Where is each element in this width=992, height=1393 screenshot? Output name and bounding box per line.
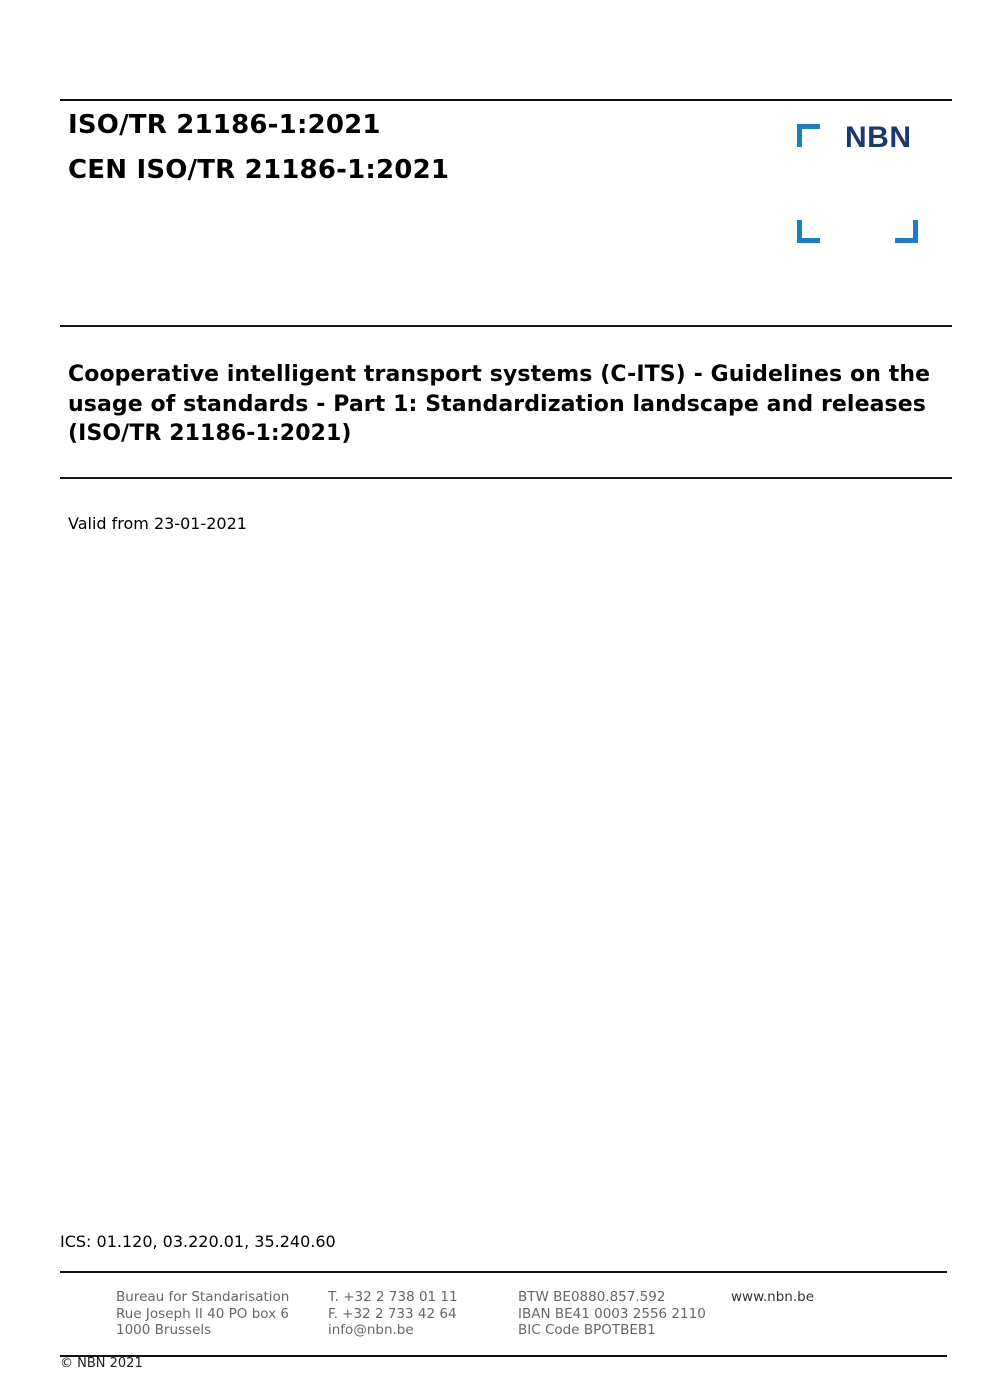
bic-code: BIC Code BPOTBEB1 [518, 1322, 656, 1338]
footer-website [731, 1289, 814, 1306]
copyright-notice: © NBN 2021 [60, 1356, 143, 1371]
phone-number: T. +32 2 738 01 11 [328, 1289, 458, 1305]
standard-iso-number: ISO/TR 21186-1:2021 [68, 110, 381, 140]
logo-corner-bottom-left-icon [797, 220, 820, 243]
footer-address [116, 1289, 289, 1339]
footer-contact [328, 1289, 458, 1339]
top-rule [60, 99, 952, 101]
title-top-rule [60, 325, 952, 327]
title-bottom-rule [60, 477, 952, 479]
logo-text: NBN [845, 121, 912, 154]
iban-number: IBAN BE41 0003 2556 2110 [518, 1305, 706, 1322]
logo-corner-top-left-icon [797, 124, 820, 147]
footer-bottom-rule [60, 1355, 947, 1357]
website-link[interactable]: www.nbn.be [731, 1289, 815, 1305]
standard-cen-number: CEN ISO/TR 21186-1:2021 [68, 155, 450, 185]
vat-number: BTW BE0880.857.592 [518, 1289, 666, 1305]
email-link[interactable]: info@nbn.be [328, 1322, 414, 1338]
nbn-logo [797, 121, 921, 248]
fax-number: F. +32 2 733 42 64 [328, 1305, 457, 1322]
logo-corner-bottom-right-icon [895, 220, 918, 243]
document-title: Cooperative intelligent transport systems (C-ITS) - Guidelines on the usage of standards - Part 1: Standardization landscape and releases (ISO/TR 21186-1:2021) [68, 362, 931, 446]
footer-top-rule [60, 1271, 947, 1273]
footer-bank-details [518, 1289, 706, 1339]
ics-codes: ICS: 01.120, 03.220.01, 35.240.60 [60, 1232, 336, 1251]
valid-from-date: Valid from 23-01-2021 [68, 514, 247, 533]
address-line: Rue Joseph II 40 PO box 6 [116, 1305, 289, 1322]
address-line: 1000 Brussels [116, 1322, 212, 1338]
address-line: Bureau for Standarisation [116, 1289, 290, 1305]
